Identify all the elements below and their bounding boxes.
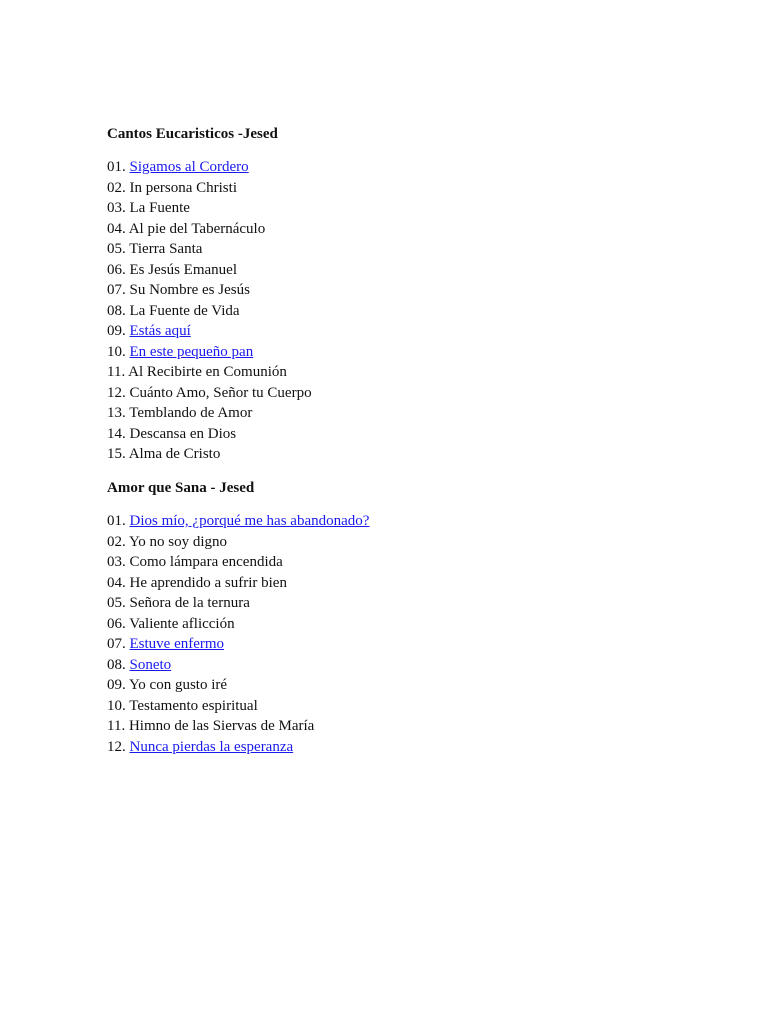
album-section-amor-que-sana [107, 478, 369, 757]
track-title: Tierra Santa [129, 241, 203, 257]
track-number: 08. [107, 302, 126, 319]
track-number: 01. [107, 159, 126, 175]
track-item [107, 614, 369, 635]
track-item [107, 178, 312, 199]
track-number: 15. [107, 446, 126, 462]
track-item [107, 696, 369, 717]
track-title: Al pie del Tabernáculo [128, 220, 266, 237]
track-title: Alma de Cristo [128, 446, 221, 462]
track-item [107, 157, 312, 178]
track-link[interactable]: Estuve enfermo [129, 636, 225, 652]
track-item [107, 198, 312, 219]
track-link[interactable]: Sigamos al Cordero [129, 159, 249, 175]
track-number: 03. [107, 200, 126, 216]
track-title: In persona Christi [129, 179, 237, 196]
track-title: He aprendido a sufrir bien [129, 574, 287, 591]
track-number: 07. [107, 636, 126, 652]
track-item [107, 383, 312, 404]
track-title: Como lámpara encendida [129, 554, 283, 570]
track-title: Señora de la ternura [129, 595, 250, 611]
track-item [107, 634, 369, 655]
track-number: 12. [107, 738, 126, 755]
track-number: 09. [107, 323, 126, 339]
track-item [107, 444, 312, 465]
track-title: Testamento espiritual [129, 697, 258, 714]
track-item [107, 737, 369, 758]
track-number: 12. [107, 384, 126, 401]
track-number: 04. [107, 574, 126, 591]
track-item [107, 716, 369, 737]
track-number: 01. [107, 513, 126, 529]
track-item [107, 403, 312, 424]
track-number: 08. [107, 656, 126, 673]
track-item [107, 511, 369, 532]
track-link[interactable]: Soneto [129, 656, 172, 673]
track-link[interactable]: Estás aquí [129, 323, 191, 339]
track-title: La Fuente de Vida [129, 302, 240, 319]
track-title: La Fuente [129, 200, 190, 216]
track-number: 06. [107, 261, 126, 278]
track-item [107, 655, 369, 676]
track-item [107, 675, 369, 696]
track-number: 10. [107, 343, 126, 360]
track-list [107, 511, 369, 757]
track-item [107, 301, 312, 322]
track-number: 02. [107, 533, 126, 550]
track-item [107, 593, 369, 614]
track-link[interactable]: En este pequeño pan [129, 343, 254, 360]
track-item [107, 280, 312, 301]
track-title: Cuánto Amo, Señor tu Cuerpo [129, 384, 312, 401]
track-title: Descansa en Dios [129, 425, 237, 442]
album-title: Amor que Sana - Jesed [107, 480, 255, 496]
track-item [107, 321, 312, 342]
track-number: 10. [107, 697, 126, 714]
track-link[interactable]: Nunca pierdas la esperanza [129, 738, 294, 755]
track-title: Himno de las Siervas de María [128, 718, 315, 734]
track-item [107, 219, 312, 240]
track-title: Valiente aflicción [129, 615, 235, 632]
track-number: 04. [107, 220, 126, 237]
track-number: 11. [107, 364, 126, 380]
track-item [107, 239, 312, 260]
album-title: Cantos Eucaristicos -Jesed [107, 126, 278, 142]
track-item [107, 552, 369, 573]
track-item [107, 362, 312, 383]
track-item [107, 573, 369, 594]
track-item [107, 532, 369, 553]
track-list [107, 157, 312, 465]
album-section-cantos-eucaristicos [107, 124, 312, 465]
track-title: Es Jesús Emanuel [129, 261, 237, 278]
track-item [107, 342, 312, 363]
track-title: Yo con gusto iré [128, 677, 228, 693]
track-number: 06. [107, 615, 126, 632]
track-title: Al Recibirte en Comunión [128, 364, 287, 380]
track-number: 13. [107, 405, 126, 421]
track-number: 11. [107, 718, 126, 734]
track-item [107, 424, 312, 445]
track-number: 09. [107, 677, 126, 693]
track-number: 03. [107, 554, 126, 570]
track-title: Su Nombre es Jesús [129, 282, 250, 298]
track-title: Yo no soy digno [128, 533, 228, 550]
track-number: 02. [107, 179, 126, 196]
track-link[interactable]: Dios mío, ¿porqué me has abandonado? [129, 513, 370, 529]
track-number: 05. [107, 241, 126, 257]
track-number: 05. [107, 595, 126, 611]
track-item [107, 260, 312, 281]
track-number: 07. [107, 282, 126, 298]
track-number: 14. [107, 425, 126, 442]
track-title: Temblando de Amor [129, 405, 253, 421]
